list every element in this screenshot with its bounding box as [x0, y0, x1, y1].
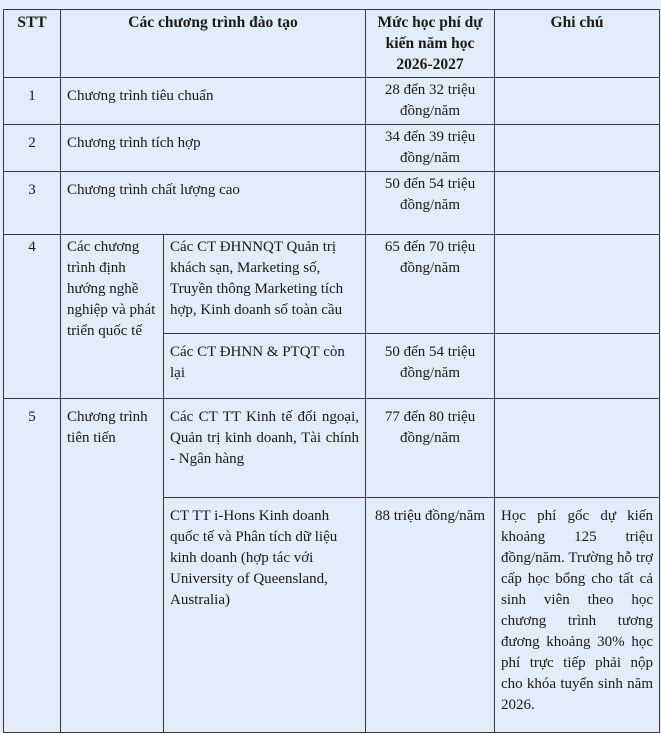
row-note: Học phí gốc dự kiến khoảng 125 triệu đồng/năm. Trường hỗ trợ cấp học bổng cho tất cả sinh viên theo học chương trình tương đương khoảng 30% học phí trực tiếp phải nộp cho khóa tuyển sinh năm 2026. [495, 498, 660, 733]
tuition-fee-table [3, 9, 660, 733]
row-program: Chương trình chất lượng cao [61, 172, 366, 235]
row-group: Chương trình tiên tiến [61, 399, 164, 733]
table-row [4, 172, 660, 235]
row-stt: 4 [4, 235, 61, 399]
row-note [495, 172, 660, 235]
table-row [4, 235, 660, 334]
row-note [495, 399, 660, 498]
row-stt: 2 [4, 125, 61, 172]
row-note [495, 334, 660, 399]
row-fee: 50 đến 54 triệu đồng/năm [366, 334, 495, 399]
header-stt: STT [4, 10, 61, 78]
row-program: Chương trình tích hợp [61, 125, 366, 172]
row-program: Các CT TT Kinh tế đối ngoại, Quản trị kinh doanh, Tài chính - Ngân hàng [164, 399, 366, 498]
row-stt: 5 [4, 399, 61, 733]
row-fee: 34 đến 39 triệu đồng/năm [366, 125, 495, 172]
header-note: Ghi chú [495, 10, 660, 78]
row-program: CT TT i-Hons Kinh doanh quốc tế và Phân tích dữ liệu kinh doanh (hợp tác với University of Queensland, Australia) [164, 498, 366, 733]
row-group: Các chương trình định hướng nghề nghiệp và phát triển quốc tế [61, 235, 164, 399]
row-stt: 3 [4, 172, 61, 235]
row-program: Các CT ĐHNNQT Quản trị khách sạn, Marketing số, Truyền thông Marketing tích hợp, Kinh doanh số toàn cầu [164, 235, 366, 334]
table-header-row [4, 10, 660, 78]
row-fee: 88 triệu đồng/năm [366, 498, 495, 733]
row-fee: 28 đến 32 triệu đồng/năm [366, 78, 495, 125]
table-row [4, 399, 660, 498]
row-fee: 65 đến 70 triệu đồng/năm [366, 235, 495, 334]
row-stt: 1 [4, 78, 61, 125]
header-programs: Các chương trình đào tạo [61, 10, 366, 78]
row-note [495, 125, 660, 172]
table-row [4, 125, 660, 172]
row-fee: 77 đến 80 triệu đồng/năm [366, 399, 495, 498]
row-fee: 50 đến 54 triệu đồng/năm [366, 172, 495, 235]
row-program: Chương trình tiêu chuẩn [61, 78, 366, 125]
row-note [495, 78, 660, 125]
table-row [4, 78, 660, 125]
row-program: Các CT ĐHNN & PTQT còn lại [164, 334, 366, 399]
header-fee: Mức học phí dự kiến năm học 2026-2027 [366, 10, 495, 78]
row-note [495, 235, 660, 334]
